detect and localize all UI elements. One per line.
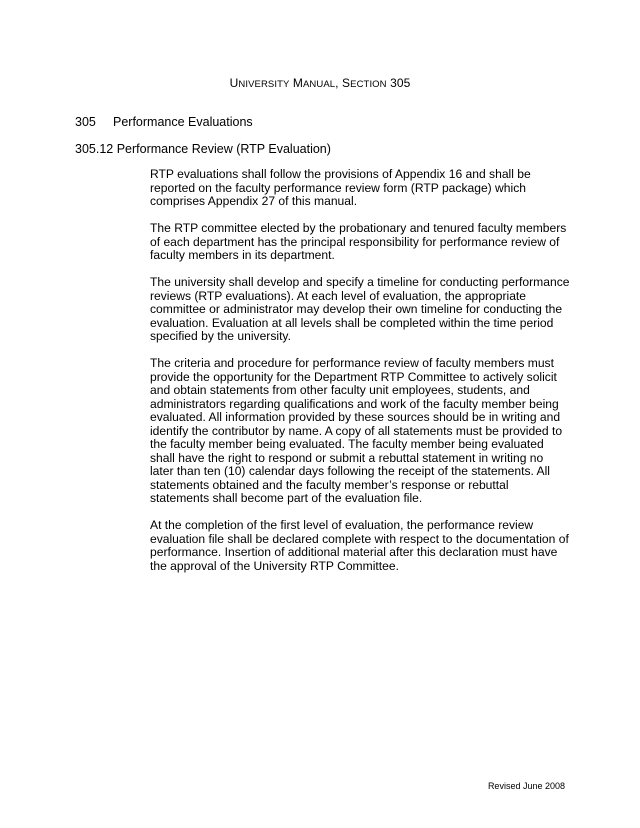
paragraph-committee: The RTP committee elected by the probationary and tenured faculty members of each department has the principal responsibility for performance review of faculty members in its department. [150, 221, 567, 262]
section-title: Performance Evaluations [113, 115, 253, 129]
paragraph-completion: At the completion of the first level of evaluation, the performance review evaluation file shall be declared complete with respect to the documentation of performance. Insertion of additional material after this declaration must have the approval of the University RTP Committee. [150, 518, 569, 573]
body-text [150, 168, 570, 587]
paragraph-appendix: RTP evaluations shall follow the provisions of Appendix 16 and shall be reported on the faculty performance review form (RTP package) which comprises Appendix 27 of this manual. [150, 167, 531, 208]
running-header [0, 76, 640, 90]
subsection-heading: 305.12 Performance Review (RTP Evaluation) [75, 142, 331, 156]
section-number: 305 [75, 115, 96, 129]
header-anual: ANUAL [302, 79, 336, 90]
header-number: 305 [386, 76, 411, 90]
section-heading [75, 115, 253, 129]
header-ection: ECTION [350, 79, 387, 90]
revised-date: Revised June 2008 [487, 781, 565, 791]
header-m: M [289, 76, 303, 90]
paragraph-timeline: The university shall develop and specify a timeline for conducting performance reviews (RTP evaluations). At each level of evaluation, the appropriate committee or administrator may develop their own timeline for conducting the evaluation. Evaluation at all levels shall be completed within the time period specified by the university. [150, 275, 570, 343]
header-niversity: NIVERSITY [238, 79, 290, 90]
paragraph-criteria: The criteria and procedure for performance review of faculty members must provide the opportunity for the Department RTP Committee to actively solicit and obtain statements from other faculty unit employees, students, and administrators regarding qualifications and work of the faculty member being evaluated. All information provided by these sources should be in writing and identify the contributor by name. A copy of all statements must be provided to the faculty member being evaluated. The faculty member being evaluated shall have the right to respond or submit a rebuttal statement in writing no later than ten (10) calendar days following the receipt of the statements. All statements obtained and the faculty member’s response or rebuttal statements shall become part of the evaluation file. [150, 356, 563, 505]
header-comma-s: , S [335, 76, 351, 90]
header-u: U [229, 76, 239, 90]
